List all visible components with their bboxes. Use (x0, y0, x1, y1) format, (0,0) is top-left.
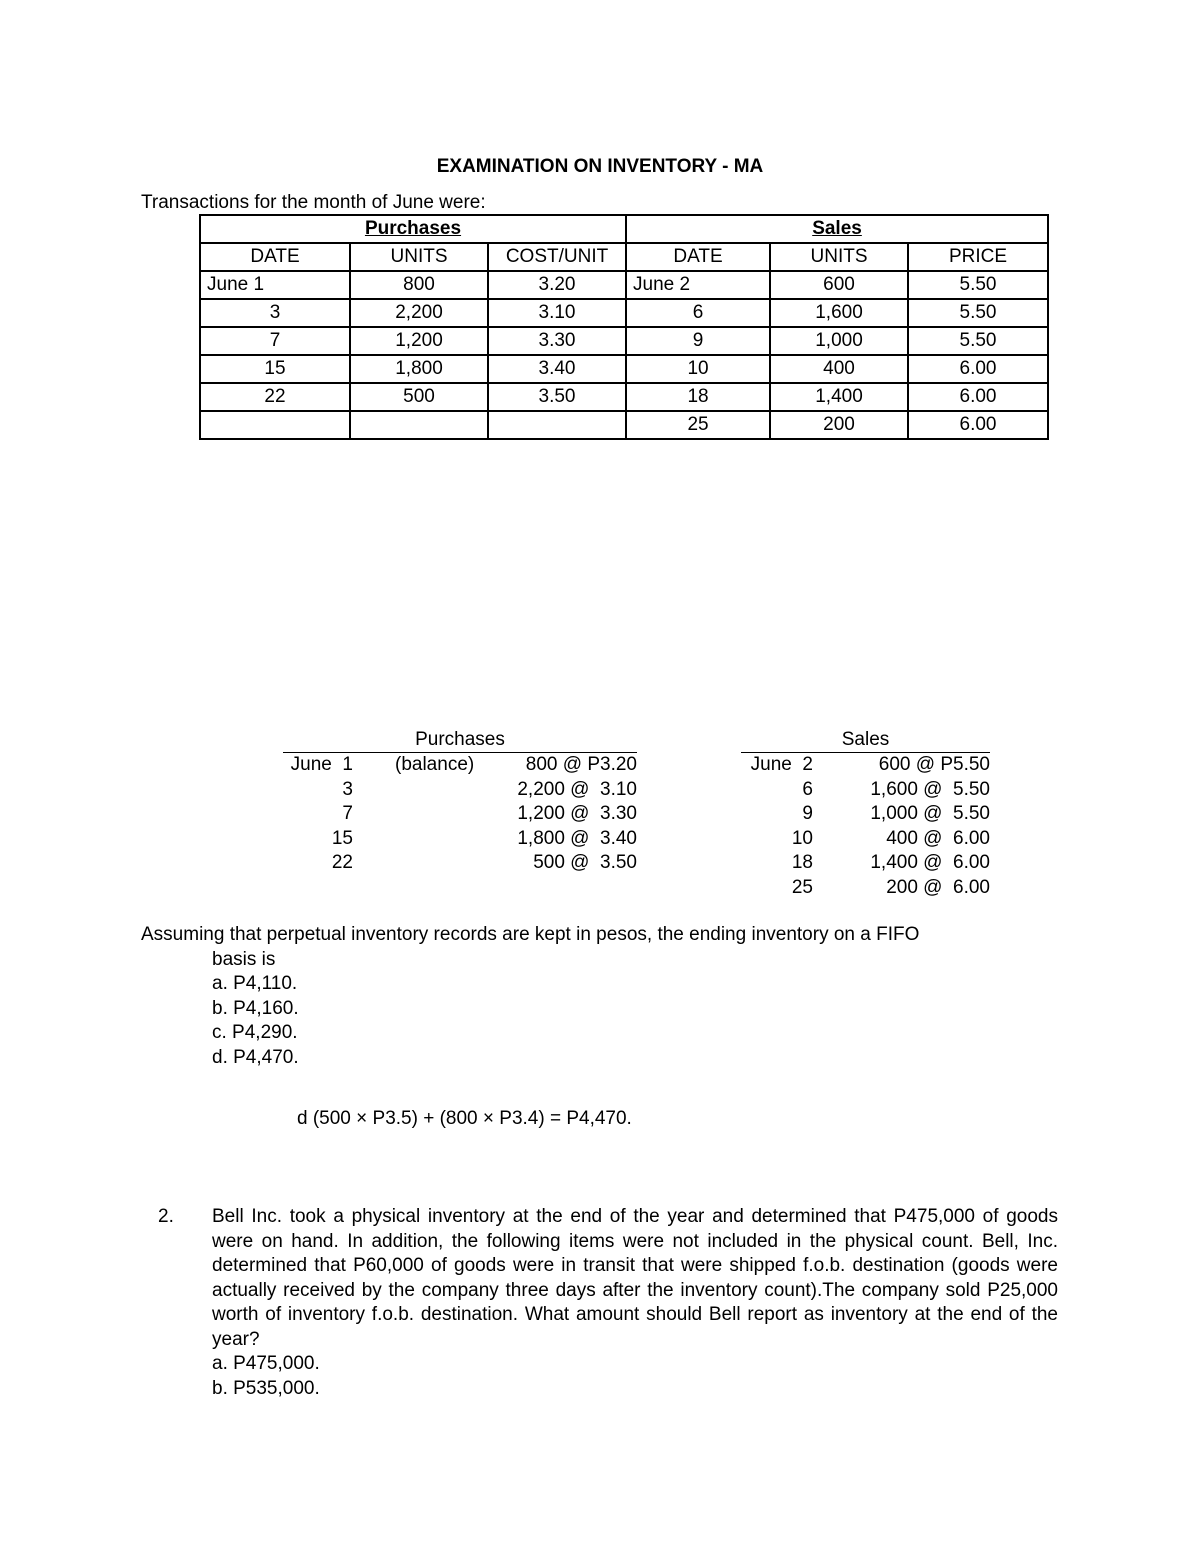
question-2-options (212, 1352, 1058, 1401)
option-a: a. P4,110. (212, 973, 298, 994)
purchases-summary (283, 730, 637, 876)
table-cell: 1,000 (770, 327, 908, 355)
sale-date: June 2 (750, 754, 813, 775)
option-b: b. P4,160. (212, 997, 299, 1019)
table-cell: 18 (626, 383, 770, 411)
list-item (283, 851, 637, 876)
table-cell: 600 (770, 271, 908, 299)
sale-date: 6 (802, 778, 813, 800)
sale-quantity: 600 @ P5.50 (878, 754, 990, 775)
table-cell: 15 (200, 355, 350, 383)
purchase-date: 7 (342, 803, 353, 824)
purchase-date: 15 (331, 827, 353, 849)
table-cell: 3.40 (488, 355, 626, 383)
table-cell: 800 (350, 271, 488, 299)
sale-quantity: 1,400 @ 6.00 (870, 852, 990, 873)
table-cell: 3 (200, 299, 350, 327)
sales-group-header: Sales (626, 215, 1048, 243)
table-cell: 6.00 (908, 411, 1048, 439)
table-cell: 500 (350, 383, 488, 411)
sale-quantity: 1,000 @ 5.50 (870, 803, 990, 824)
purchase-quantity: 800 @ P3.20 (525, 754, 637, 775)
table-cell: 3.30 (488, 327, 626, 355)
list-item (741, 851, 990, 876)
sale-quantity: 400 @ 6.00 (886, 827, 990, 849)
sales-summary-header: Sales (741, 730, 990, 753)
table-cell (200, 411, 350, 439)
table-row (200, 271, 1048, 299)
question-2 (212, 1205, 1058, 1401)
purchase-quantity: 500 @ 3.50 (533, 852, 637, 873)
purchase-quantity: 1,200 @ 3.30 (517, 803, 637, 824)
transactions-table (199, 214, 1049, 440)
sale-date: 10 (791, 827, 813, 849)
column-header: DATE (200, 243, 350, 271)
purchase-note: (balance) (395, 754, 475, 775)
table-cell (488, 411, 626, 439)
purchase-date: June 1 (290, 754, 353, 775)
table-cell: 1,800 (350, 355, 488, 383)
table-cell: 1,200 (350, 327, 488, 355)
table-cell: 3.10 (488, 299, 626, 327)
option-c: c. P4,290. (212, 1022, 298, 1043)
table-cell: 2,200 (350, 299, 488, 327)
table-group-header-row (200, 215, 1048, 243)
table-cell: 5.50 (908, 271, 1048, 299)
table-cell: 3.50 (488, 383, 626, 411)
sales-summary (741, 730, 990, 900)
question-2-stem: Bell Inc. took a physical inventory at the end of the year and determined that P475,000 of goods were on hand. In addition, the following items were not included in the physical count. Bell, Inc. determined that P60,000 of goods were in transit that were shipped f.o.b. destination (goods were actually received by the company three days after the inventory count).The company sold P25,000 worth of inventory f.o.b. destination. What amount should Bell report as inventory at the end of the year? (212, 1206, 1058, 1350)
purchase-date: 22 (331, 852, 353, 873)
table-cell: 9 (626, 327, 770, 355)
table-cell: 5.50 (908, 299, 1048, 327)
list-item (741, 802, 990, 827)
question-1-answer: d (500 × P3.5) + (800 × P3.4) = P4,470. (297, 1108, 632, 1129)
column-header: PRICE (908, 243, 1048, 271)
list-item (741, 876, 990, 901)
page-title: EXAMINATION ON INVENTORY - MA (436, 156, 764, 177)
table-cell: 6.00 (908, 355, 1048, 383)
sale-date: 18 (791, 852, 813, 873)
table-cell: 1,400 (770, 383, 908, 411)
sale-date: 9 (802, 803, 813, 824)
question-1-stem-rest: basis is (212, 948, 276, 970)
list-item (283, 802, 637, 827)
table-cell: June 1 (200, 271, 350, 299)
table-cell: 22 (200, 383, 350, 411)
intro-text: Transactions for the month of June were: (141, 192, 486, 213)
sale-quantity: 1,600 @ 5.50 (870, 778, 990, 800)
list-item (741, 753, 990, 778)
column-header: COST/UNIT (488, 243, 626, 271)
question-1 (141, 923, 1059, 1070)
table-row (200, 383, 1048, 411)
table-cell: 25 (626, 411, 770, 439)
table-row (200, 327, 1048, 355)
option-d: d. P4,470. (212, 1046, 299, 1068)
table-cell: 6.00 (908, 383, 1048, 411)
question-2-number: 2. (158, 1206, 174, 1227)
table-row (200, 299, 1048, 327)
table-cell: 5.50 (908, 327, 1048, 355)
list-item (283, 778, 637, 803)
table-cell: 1,600 (770, 299, 908, 327)
purchase-quantity: 2,200 @ 3.10 (517, 778, 637, 800)
question-1-stem-line: Assuming that perpetual inventory records are kept in pesos, the ending inventory on a FIFO (141, 924, 920, 945)
purchase-quantity: 1,800 @ 3.40 (517, 827, 637, 849)
option-a: a. P475,000. (212, 1353, 320, 1374)
table-column-header-row (200, 243, 1048, 271)
table-cell: 3.20 (488, 271, 626, 299)
table-cell: 6 (626, 299, 770, 327)
table-cell: 10 (626, 355, 770, 383)
sale-quantity: 200 @ 6.00 (886, 876, 990, 898)
list-item (283, 827, 637, 852)
purchases-group-header: Purchases (200, 215, 626, 243)
column-header: UNITS (350, 243, 488, 271)
table-cell: 7 (200, 327, 350, 355)
column-header: DATE (626, 243, 770, 271)
table-cell (350, 411, 488, 439)
list-item (741, 827, 990, 852)
sale-date: 25 (791, 876, 813, 898)
purchases-summary-header: Purchases (283, 730, 637, 753)
list-item (283, 753, 637, 778)
table-cell: 200 (770, 411, 908, 439)
list-item (741, 778, 990, 803)
table-cell: June 2 (626, 271, 770, 299)
question-1-options (141, 972, 1059, 1070)
option-b: b. P535,000. (212, 1377, 320, 1399)
table-cell: 400 (770, 355, 908, 383)
purchase-date: 3 (342, 778, 353, 800)
column-header: UNITS (770, 243, 908, 271)
table-row (200, 355, 1048, 383)
table-row (200, 411, 1048, 439)
